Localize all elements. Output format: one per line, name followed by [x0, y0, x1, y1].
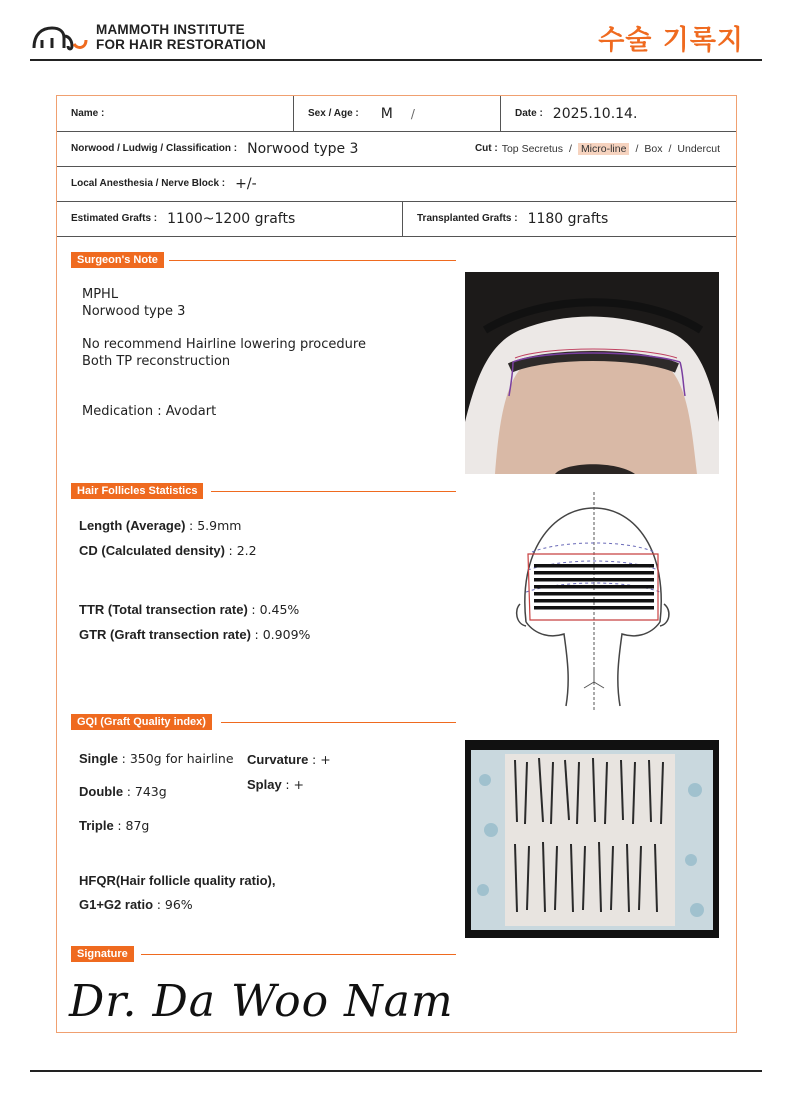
signature-name: Dr. Da Woo Nam	[69, 976, 454, 1027]
surgery-record-form	[56, 95, 737, 1033]
section-title-follicle-stats: Hair Follicles Statistics	[71, 483, 203, 499]
splay-label: Splay	[247, 777, 282, 792]
classification-value[interactable]: Norwood type 3	[247, 140, 359, 157]
hairline-design-photo	[465, 272, 719, 474]
cut-option-micro-line[interactable]: Micro-line	[578, 143, 630, 155]
ttr-label: TTR (Total transection rate)	[79, 602, 248, 617]
note-line: MPHL	[82, 287, 119, 302]
sex-age-cell	[293, 96, 500, 131]
gtr-value: : 0.909%	[254, 627, 311, 642]
cd-label: CD (Calculated density)	[79, 543, 225, 558]
gtr-stat	[79, 627, 310, 642]
date-cell	[500, 96, 736, 131]
note-line: Both TP reconstruction	[82, 354, 231, 369]
info-row-patient	[57, 96, 736, 132]
graft-sample-photo	[465, 740, 719, 938]
info-row-anesthesia	[57, 166, 736, 202]
name-cell	[57, 96, 293, 131]
calculated-density-stat	[79, 543, 257, 558]
section-divider	[221, 722, 456, 723]
anesthesia-cell	[57, 166, 736, 201]
gqi-triple	[79, 818, 149, 833]
cut-options	[475, 131, 720, 166]
hfqr-label: HFQR(Hair follicle quality ratio),	[79, 873, 276, 888]
gqi-double	[79, 784, 167, 799]
doctor-signature	[67, 964, 467, 1034]
transplanted-grafts-value[interactable]: 1180 grafts	[527, 210, 609, 227]
ttr-stat	[79, 602, 299, 617]
transplanted-grafts-label: Transplanted Grafts :	[417, 213, 518, 224]
gqi-g1g2-ratio	[79, 897, 193, 912]
gqi-hfqr	[79, 873, 275, 888]
section-divider	[211, 491, 456, 492]
cut-option-top-secretus[interactable]: Top Secretus	[501, 142, 564, 155]
g1g2-label: G1+G2 ratio	[79, 897, 154, 912]
gqi-single	[79, 751, 234, 766]
triple-label: Triple	[79, 818, 114, 833]
length-value: : 5.9mm	[189, 518, 242, 533]
anesthesia-value[interactable]: +/-	[235, 175, 257, 192]
footer-divider	[30, 1070, 762, 1072]
date-value[interactable]: 2025.10.14.	[552, 105, 638, 122]
sex-value[interactable]: M	[380, 105, 393, 122]
gtr-label: GTR (Graft transection rate)	[79, 627, 251, 642]
estimated-grafts-value[interactable]: 1100~1200 grafts	[167, 210, 296, 227]
length-average-stat	[79, 518, 241, 533]
estimated-grafts-label: Estimated Grafts :	[71, 213, 158, 224]
curvature-label: Curvature	[247, 752, 309, 767]
cd-value: : 2.2	[228, 543, 257, 558]
double-value: : 743g	[126, 784, 167, 799]
note-line: Medication : Avodart	[82, 404, 217, 419]
gqi-splay	[247, 777, 304, 792]
g1g2-value: : 96%	[156, 897, 193, 912]
anesthesia-label: Local Anesthesia / Nerve Block :	[71, 178, 226, 189]
name-label: Name :	[71, 108, 105, 119]
single-label: Single	[79, 751, 119, 766]
triple-value: : 87g	[117, 818, 150, 833]
section-header-signature	[71, 946, 456, 962]
ttr-value: : 0.45%	[251, 602, 300, 617]
single-value: : 350g for hairline	[121, 751, 234, 766]
sex-age-label: Sex / Age :	[308, 108, 359, 119]
estimated-grafts-cell	[57, 201, 402, 236]
institute-logo	[30, 20, 280, 54]
double-label: Double	[79, 784, 124, 799]
section-divider	[169, 260, 456, 261]
mammoth-logo-icon	[30, 20, 90, 52]
cut-separator: /	[569, 142, 572, 155]
cut-option-undercut[interactable]: Undercut	[677, 142, 720, 155]
cut-separator: /	[635, 142, 639, 155]
cut-separator: /	[668, 142, 672, 155]
cut-option-box[interactable]: Box	[644, 142, 663, 155]
sex-age-separator: /	[410, 106, 415, 121]
section-header-gqi	[71, 714, 456, 730]
donor-area-diagram	[512, 492, 672, 712]
info-row-grafts	[57, 201, 736, 237]
curvature-value: : +	[312, 752, 331, 767]
header-divider	[30, 59, 762, 61]
section-title-surgeons-note: Surgeon's Note	[71, 252, 164, 268]
classification-label: Norwood / Ludwig / Classification :	[71, 143, 238, 154]
document-title: 수술 기록지	[598, 25, 744, 56]
section-header-follicle-stats	[71, 483, 456, 499]
transplanted-grafts-cell	[402, 201, 736, 236]
info-row-classification	[57, 131, 736, 167]
note-line: No recommend Hairline lowering procedure	[82, 337, 366, 352]
section-title-signature: Signature	[71, 946, 134, 962]
classification-cell	[57, 131, 437, 166]
length-label: Length (Average)	[79, 518, 186, 533]
section-divider	[141, 954, 456, 955]
section-header-surgeons-note	[71, 252, 456, 268]
gqi-curvature	[247, 752, 331, 767]
date-label: Date :	[515, 108, 543, 119]
org-name-line1: MAMMOTH INSTITUTE	[96, 22, 245, 37]
splay-value: : +	[285, 777, 304, 792]
org-name-line2: FOR HAIR RESTORATION	[96, 37, 267, 52]
section-title-gqi: GQI (Graft Quality index)	[71, 714, 212, 730]
note-line: Norwood type 3	[82, 304, 186, 319]
cut-label: Cut :	[474, 143, 498, 154]
